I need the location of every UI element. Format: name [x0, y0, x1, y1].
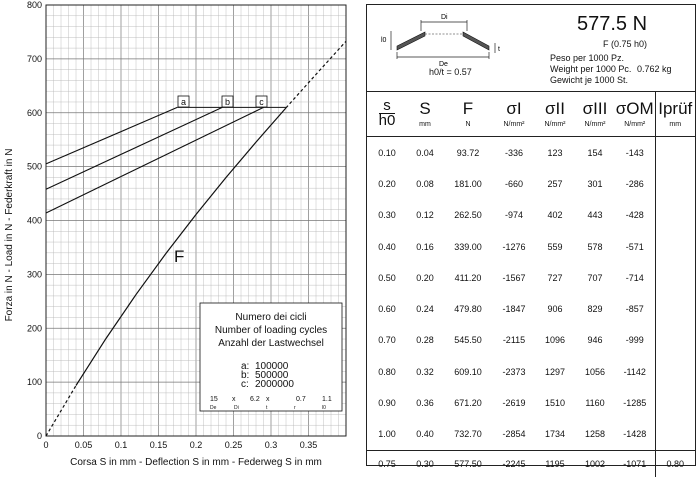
table-cell: -1276: [502, 241, 526, 252]
table-cell: 545.50: [454, 335, 482, 346]
table-cell: 0.80: [655, 450, 695, 477]
legend-c-value: 2000000: [255, 379, 294, 390]
table-cell: -714: [625, 272, 644, 283]
legend-a-value: 100000: [255, 361, 289, 372]
table-cell: 578: [587, 241, 603, 252]
header-iprf: Iprüf mm: [655, 92, 695, 137]
table-cell: 339.00: [454, 241, 482, 252]
table-cell: -2373: [502, 366, 526, 377]
table-cell: -1847: [502, 304, 526, 315]
legend-dim-value: 0.7: [296, 396, 306, 403]
table-cell: 727: [547, 272, 563, 283]
table-cell: 301: [587, 178, 603, 189]
table-cell: 479.80: [454, 304, 482, 315]
table-cell: 0.40: [378, 241, 396, 252]
table-cell: 0.80: [378, 366, 396, 377]
spring-label-l0: l0: [381, 37, 387, 44]
table-row: [367, 293, 695, 324]
table-cell: 402: [547, 210, 563, 221]
spring-header: [367, 5, 695, 92]
x-tick-label: 0: [43, 440, 49, 450]
x-tick-label: 0.05: [74, 440, 93, 450]
x-tick-label: 0.15: [149, 440, 168, 450]
table-cell: 707: [587, 272, 603, 283]
table-row: [367, 168, 695, 199]
x-tick-label: 0.35: [299, 440, 318, 450]
table-cell: 829: [587, 304, 603, 315]
svg-text:b: b: [224, 97, 231, 107]
table-cell: 93.72: [456, 147, 480, 158]
series-a-line: [46, 107, 177, 164]
table-cell: 0.75: [367, 450, 407, 477]
weight-label-de: Gewicht je 1000 St.: [550, 75, 629, 85]
table-row: [367, 262, 695, 293]
table-cell: [655, 262, 695, 293]
header-ratio: $\frac{s}{h0}$: [367, 92, 407, 137]
table-cell: 0.70: [378, 335, 396, 346]
header-s: S mm: [407, 92, 443, 137]
y-axis-label: Forza in N - Load in N - Federkraft in N: [4, 148, 15, 322]
spring-label-di: Di: [441, 14, 448, 21]
legend-dim-symbol: t: [266, 405, 268, 411]
table-cell: -286: [625, 178, 644, 189]
table-cell: 577.50: [443, 450, 493, 477]
table-cell: -999: [625, 335, 644, 346]
table-row: [367, 137, 695, 169]
spring-force-title: 577.5 N: [577, 13, 648, 35]
curve-label-b: [222, 96, 233, 107]
table-cell: -1071: [615, 450, 655, 477]
table-cell: 0.12: [416, 210, 434, 221]
y-tick-label: 0: [36, 431, 42, 441]
legend-dim-value: x: [266, 396, 270, 403]
table-cell: -2115: [502, 335, 526, 346]
weight-label-en: Weight per 1000 Pc.: [550, 64, 632, 74]
table-cell: 123: [547, 147, 563, 158]
table-cell: 0.60: [378, 304, 396, 315]
table-cell: 0.20: [416, 272, 434, 283]
table-cell: -2854: [502, 429, 526, 440]
table-cell: 1297: [544, 366, 566, 377]
table-cell: -143: [625, 147, 644, 158]
weight-label-it: Peso per 1000 Pz.: [550, 53, 625, 63]
table-cell: 257: [547, 178, 563, 189]
y-tick-label: 700: [26, 53, 42, 64]
legend-dim-symbol: l0: [322, 405, 326, 411]
table-row: [367, 419, 695, 451]
legend-title-it: Numero dei cicli: [235, 312, 307, 323]
table-cell: -1285: [623, 398, 647, 409]
table-row: [367, 356, 695, 387]
table-cell: [655, 356, 695, 387]
spring-data-panel: [366, 4, 696, 469]
table-cell: [655, 293, 695, 324]
table-cell: 1056: [584, 366, 606, 377]
stress-table: [367, 92, 695, 477]
weight-value: 0.762 kg: [637, 64, 672, 74]
table-cell: 0.30: [378, 210, 396, 221]
table-cell: 732.70: [454, 429, 482, 440]
table-row: [367, 325, 695, 356]
legend-dim-value: 1.1: [322, 396, 332, 403]
legend-c: c:: [241, 379, 249, 390]
table-cell: -1567: [502, 272, 526, 283]
table-cell: 0.24: [416, 304, 434, 315]
y-tick-label: 100: [26, 377, 42, 388]
table-cell: 559: [547, 241, 563, 252]
y-tick-label: 200: [26, 323, 42, 334]
header-f: F N: [443, 92, 493, 137]
spring-force-subtitle: F (0.75 h0): [603, 39, 648, 49]
header-sigmaom: σOM N/mm²: [615, 92, 655, 137]
table-cell: 0.08: [416, 178, 434, 189]
table-cell: [655, 137, 695, 169]
x-tick-label: 0.3: [264, 440, 278, 450]
header-sigma1: σI N/mm²: [493, 92, 535, 137]
table-cell: -1428: [623, 429, 647, 440]
legend-dim-value: 6.2: [250, 396, 260, 403]
x-tick-label: 0.2: [189, 440, 203, 450]
table-cell: 154: [587, 147, 603, 158]
table-cell: [655, 325, 695, 356]
table-cell: 0.10: [378, 147, 396, 158]
table-cell: -857: [625, 304, 644, 315]
table-cell: 0.90: [378, 398, 396, 409]
spring-label-de: De: [439, 61, 448, 68]
legend-title-de: Anzahl der Lastwechsel: [218, 338, 324, 349]
x-tick-label: 0.25: [224, 440, 243, 450]
x-tick-label: 0.1: [114, 440, 128, 450]
svg-text:c: c: [259, 97, 264, 107]
table-cell: 443: [587, 210, 603, 221]
table-cell: -1142: [623, 366, 646, 377]
table-cell: 609.10: [454, 366, 482, 377]
y-tick-label: 800: [26, 0, 42, 10]
table-cell: 0.16: [416, 241, 434, 252]
table-cell: 946: [587, 335, 603, 346]
table-cell: [655, 231, 695, 262]
legend-a: a:: [241, 361, 250, 372]
table-cell: -660: [504, 178, 523, 189]
table-row: [367, 200, 695, 231]
y-tick-label: 400: [26, 215, 42, 226]
table-header-row: [367, 92, 695, 137]
table-cell: 906: [547, 304, 563, 315]
table-cell: -571: [625, 241, 644, 252]
table-cell: [655, 168, 695, 199]
header-sigma3: σIII N/mm²: [575, 92, 615, 137]
spring-label-t: t: [498, 46, 500, 53]
legend-title-en: Number of loading cycles: [214, 325, 328, 336]
chart-legend-box: [200, 303, 342, 411]
table-cell: 0.32: [416, 366, 434, 377]
spring-cross-section-icon: [377, 9, 527, 71]
x-axis-label: Corsa S in mm - Deflection S in mm - Federweg S in mm: [70, 457, 322, 468]
table-cell: 181.00: [454, 178, 482, 189]
table-cell: 0.04: [416, 147, 434, 158]
table-cell: [655, 419, 695, 451]
table-cell: 1.00: [378, 429, 396, 440]
legend-dim-symbol: r: [294, 405, 296, 411]
table-cell: [655, 387, 695, 418]
table-cell: 0.36: [416, 398, 434, 409]
legend-dim-value: 15: [210, 396, 218, 403]
y-tick-label: 500: [26, 161, 42, 172]
table-cell: 0.20: [378, 178, 396, 189]
curve-label-c: [256, 96, 267, 107]
table-row: [367, 387, 695, 418]
table-cell: 671.20: [454, 398, 482, 409]
table-cell: -2619: [502, 398, 526, 409]
legend-dim-value: x: [232, 396, 236, 403]
table-cell: -974: [504, 210, 523, 221]
legend-dim-symbol: De: [210, 405, 217, 411]
legend-b-value: 500000: [255, 370, 289, 381]
height-thickness-ratio: h0/t = 0.57: [429, 67, 472, 77]
table-row: [367, 231, 695, 262]
table-footer-row: [367, 450, 695, 477]
table-cell: [655, 200, 695, 231]
table-cell: 1160: [585, 398, 605, 409]
table-cell: 1096: [544, 335, 566, 346]
table-cell: 1734: [544, 429, 566, 440]
table-cell: 262.50: [454, 210, 482, 221]
svg-text:a: a: [180, 97, 187, 107]
table-cell: -2245: [493, 450, 535, 477]
table-cell: 0.50: [378, 272, 396, 283]
y-tick-label: 600: [26, 107, 42, 118]
table-cell: 1195: [535, 450, 575, 477]
table-cell: -428: [625, 210, 644, 221]
table-cell: -336: [504, 147, 523, 158]
legend-dim-symbol: Di: [234, 405, 239, 411]
table-cell: 411.20: [454, 272, 482, 283]
table-cell: 1510: [544, 398, 566, 409]
table-cell: 0.30: [407, 450, 443, 477]
series-c-line: [46, 107, 264, 213]
table-cell: 0.40: [416, 429, 434, 440]
y-tick-label: 300: [26, 269, 42, 280]
table-cell: 0.28: [416, 335, 434, 346]
curve-label-f: F: [174, 247, 185, 266]
header-sigma2: σII N/mm²: [535, 92, 575, 137]
curve-label-a: [178, 96, 189, 107]
table-cell: 1258: [584, 429, 606, 440]
table-cell: 1002: [575, 450, 615, 477]
legend-b: b:: [241, 370, 250, 381]
